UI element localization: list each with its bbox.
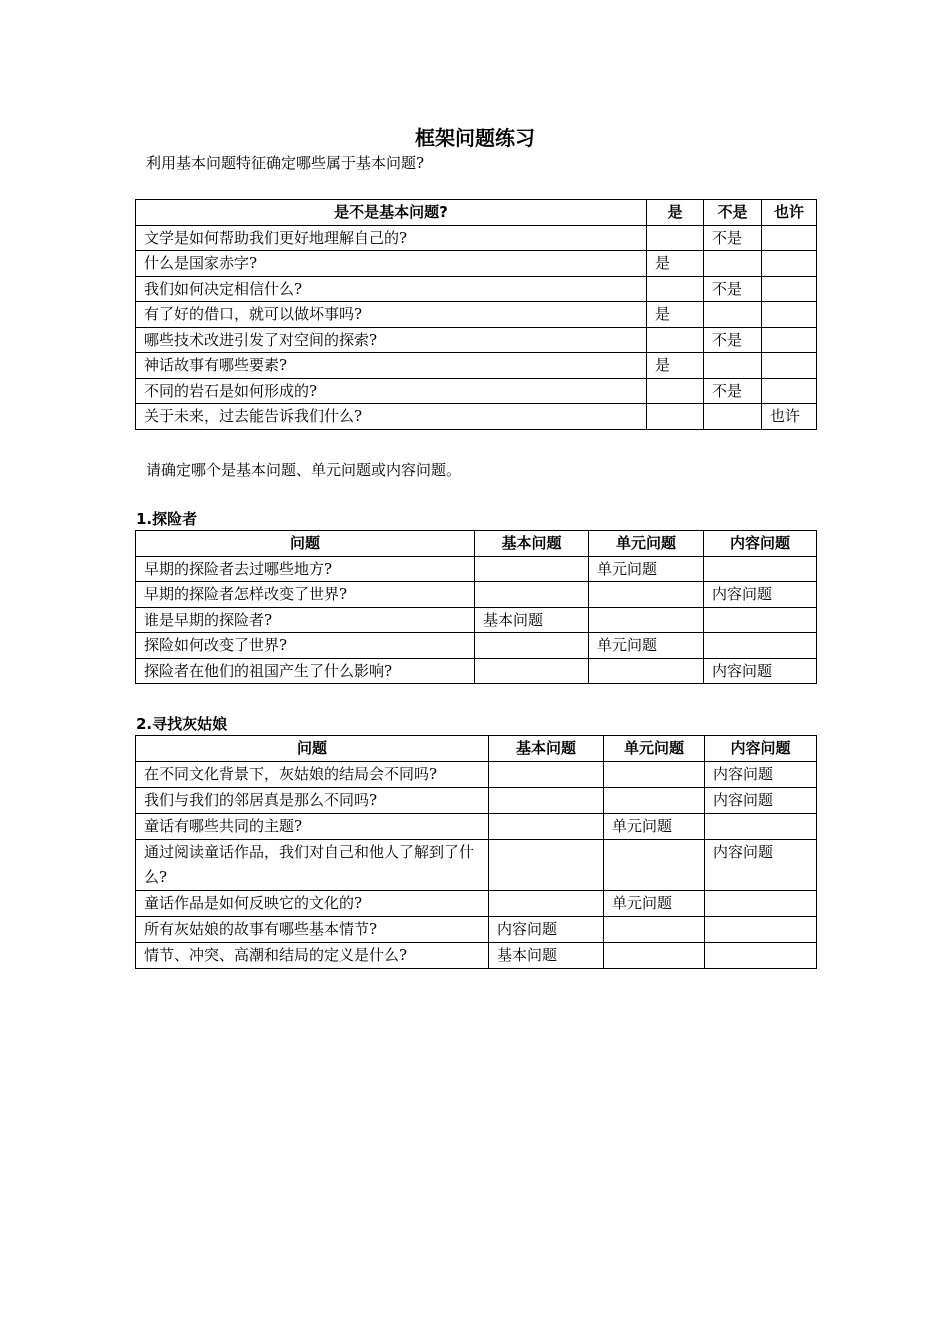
table-header-row — [136, 531, 817, 557]
answer-cell: 单元问题 — [604, 890, 705, 916]
table-row — [136, 404, 817, 430]
table-row — [136, 839, 817, 890]
question-cell: 什么是国家赤字? — [136, 251, 647, 277]
question-cell: 不同的岩石是如何形成的? — [136, 378, 647, 404]
answer-cell — [604, 761, 705, 787]
question-cell: 我们如何决定相信什么? — [136, 276, 647, 302]
answer-cell — [489, 761, 604, 787]
answer-cell: 不是 — [704, 327, 762, 353]
answer-cell: 是 — [647, 353, 704, 379]
instruction-text: 请确定哪个是基本问题、单元问题或内容问题。 — [146, 461, 462, 479]
table-row — [136, 276, 817, 302]
answer-cell — [647, 327, 704, 353]
answer-cell — [762, 225, 817, 251]
table-row — [136, 890, 817, 916]
answer-cell: 不是 — [704, 378, 762, 404]
column-header: 是 — [647, 200, 704, 226]
answer-cell — [647, 404, 704, 430]
question-cell: 童话有哪些共同的主题? — [136, 813, 489, 839]
answer-cell — [647, 378, 704, 404]
answer-cell — [704, 251, 762, 277]
answer-cell — [475, 582, 589, 608]
table-header-row — [136, 200, 817, 226]
question-cell: 哪些技术改进引发了对空间的探索? — [136, 327, 647, 353]
answer-cell — [604, 787, 705, 813]
answer-cell: 也许 — [762, 404, 817, 430]
answer-cell: 是 — [647, 302, 704, 328]
answer-cell — [475, 633, 589, 659]
answer-cell: 内容问题 — [704, 582, 817, 608]
question-cell: 探险者在他们的祖国产生了什么影响? — [136, 658, 475, 684]
answer-cell — [762, 251, 817, 277]
question-cell: 探险如何改变了世界? — [136, 633, 475, 659]
answer-cell — [475, 658, 589, 684]
question-cell: 文学是如何帮助我们更好地理解自己的? — [136, 225, 647, 251]
answer-cell: 内容问题 — [705, 839, 817, 890]
answer-cell — [704, 556, 817, 582]
intro-text: 利用基本问题特征确定哪些属于基本问题? — [146, 154, 425, 172]
question-cell: 早期的探险者去过哪些地方? — [136, 556, 475, 582]
answer-cell: 内容问题 — [489, 916, 604, 942]
table-row — [136, 607, 817, 633]
column-header: 问题 — [136, 736, 489, 762]
table-row — [136, 658, 817, 684]
column-header: 不是 — [704, 200, 762, 226]
answer-cell — [489, 813, 604, 839]
table-row — [136, 225, 817, 251]
answer-cell: 基本问题 — [475, 607, 589, 633]
answer-cell — [705, 916, 817, 942]
table-row — [136, 633, 817, 659]
question-cell: 有了好的借口，就可以做坏事吗? — [136, 302, 647, 328]
table-row — [136, 302, 817, 328]
table-row — [136, 327, 817, 353]
answer-cell — [475, 556, 589, 582]
page-title: 框架问题练习 — [415, 126, 535, 150]
column-header: 内容问题 — [704, 531, 817, 557]
question-cell: 谁是早期的探险者? — [136, 607, 475, 633]
column-header: 问题 — [136, 531, 475, 557]
essential-question-table — [135, 199, 817, 430]
question-cell: 早期的探险者怎样改变了世界? — [136, 582, 475, 608]
question-cell: 情节、冲突、高潮和结局的定义是什么? — [136, 942, 489, 968]
table-row — [136, 378, 817, 404]
answer-cell — [489, 839, 604, 890]
column-header: 也许 — [762, 200, 817, 226]
answer-cell: 内容问题 — [705, 761, 817, 787]
table-row — [136, 761, 817, 787]
answer-cell: 单元问题 — [589, 633, 704, 659]
answer-cell: 单元问题 — [589, 556, 704, 582]
table-row — [136, 942, 817, 968]
answer-cell — [705, 942, 817, 968]
column-header: 内容问题 — [705, 736, 817, 762]
question-cell: 我们与我们的邻居真是那么不同吗? — [136, 787, 489, 813]
table-header-row — [136, 736, 817, 762]
answer-cell — [589, 658, 704, 684]
table-row — [136, 251, 817, 277]
answer-cell — [762, 353, 817, 379]
answer-cell — [762, 276, 817, 302]
column-header: 单元问题 — [589, 531, 704, 557]
table-row — [136, 813, 817, 839]
answer-cell — [762, 302, 817, 328]
section-title-explorers: 1.探险者 — [136, 510, 198, 528]
answer-cell — [489, 890, 604, 916]
answer-cell: 是 — [647, 251, 704, 277]
answer-cell — [647, 276, 704, 302]
question-cell: 关于未来，过去能告诉我们什么? — [136, 404, 647, 430]
table-row — [136, 582, 817, 608]
section-title-cinderella: 2.寻找灰姑娘 — [136, 715, 228, 733]
answer-cell — [604, 916, 705, 942]
answer-cell: 单元问题 — [604, 813, 705, 839]
column-header: 基本问题 — [489, 736, 604, 762]
column-header: 基本问题 — [475, 531, 589, 557]
answer-cell — [604, 942, 705, 968]
answer-cell: 内容问题 — [705, 787, 817, 813]
answer-cell — [604, 839, 705, 890]
question-cell: 童话作品是如何反映它的文化的? — [136, 890, 489, 916]
table-row — [136, 556, 817, 582]
answer-cell — [762, 327, 817, 353]
table-row — [136, 353, 817, 379]
answer-cell — [704, 404, 762, 430]
answer-cell — [589, 582, 704, 608]
answer-cell: 内容问题 — [704, 658, 817, 684]
answer-cell: 不是 — [704, 225, 762, 251]
table-row — [136, 916, 817, 942]
question-cell: 在不同文化背景下，灰姑娘的结局会不同吗? — [136, 761, 489, 787]
column-header: 单元问题 — [604, 736, 705, 762]
answer-cell — [704, 302, 762, 328]
cinderella-table — [135, 735, 817, 969]
explorers-table — [135, 530, 817, 684]
question-cell: 神话故事有哪些要素? — [136, 353, 647, 379]
question-cell: 所有灰姑娘的故事有哪些基本情节? — [136, 916, 489, 942]
answer-cell — [489, 787, 604, 813]
answer-cell: 基本问题 — [489, 942, 604, 968]
answer-cell — [589, 607, 704, 633]
answer-cell — [704, 353, 762, 379]
answer-cell — [762, 378, 817, 404]
answer-cell — [705, 890, 817, 916]
answer-cell — [647, 225, 704, 251]
answer-cell — [705, 813, 817, 839]
answer-cell — [704, 607, 817, 633]
answer-cell — [704, 633, 817, 659]
answer-cell: 不是 — [704, 276, 762, 302]
question-cell: 通过阅读童话作品，我们对自己和他人了解到了什么? — [136, 839, 489, 890]
column-header: 是不是基本问题? — [136, 200, 647, 226]
table-row — [136, 787, 817, 813]
